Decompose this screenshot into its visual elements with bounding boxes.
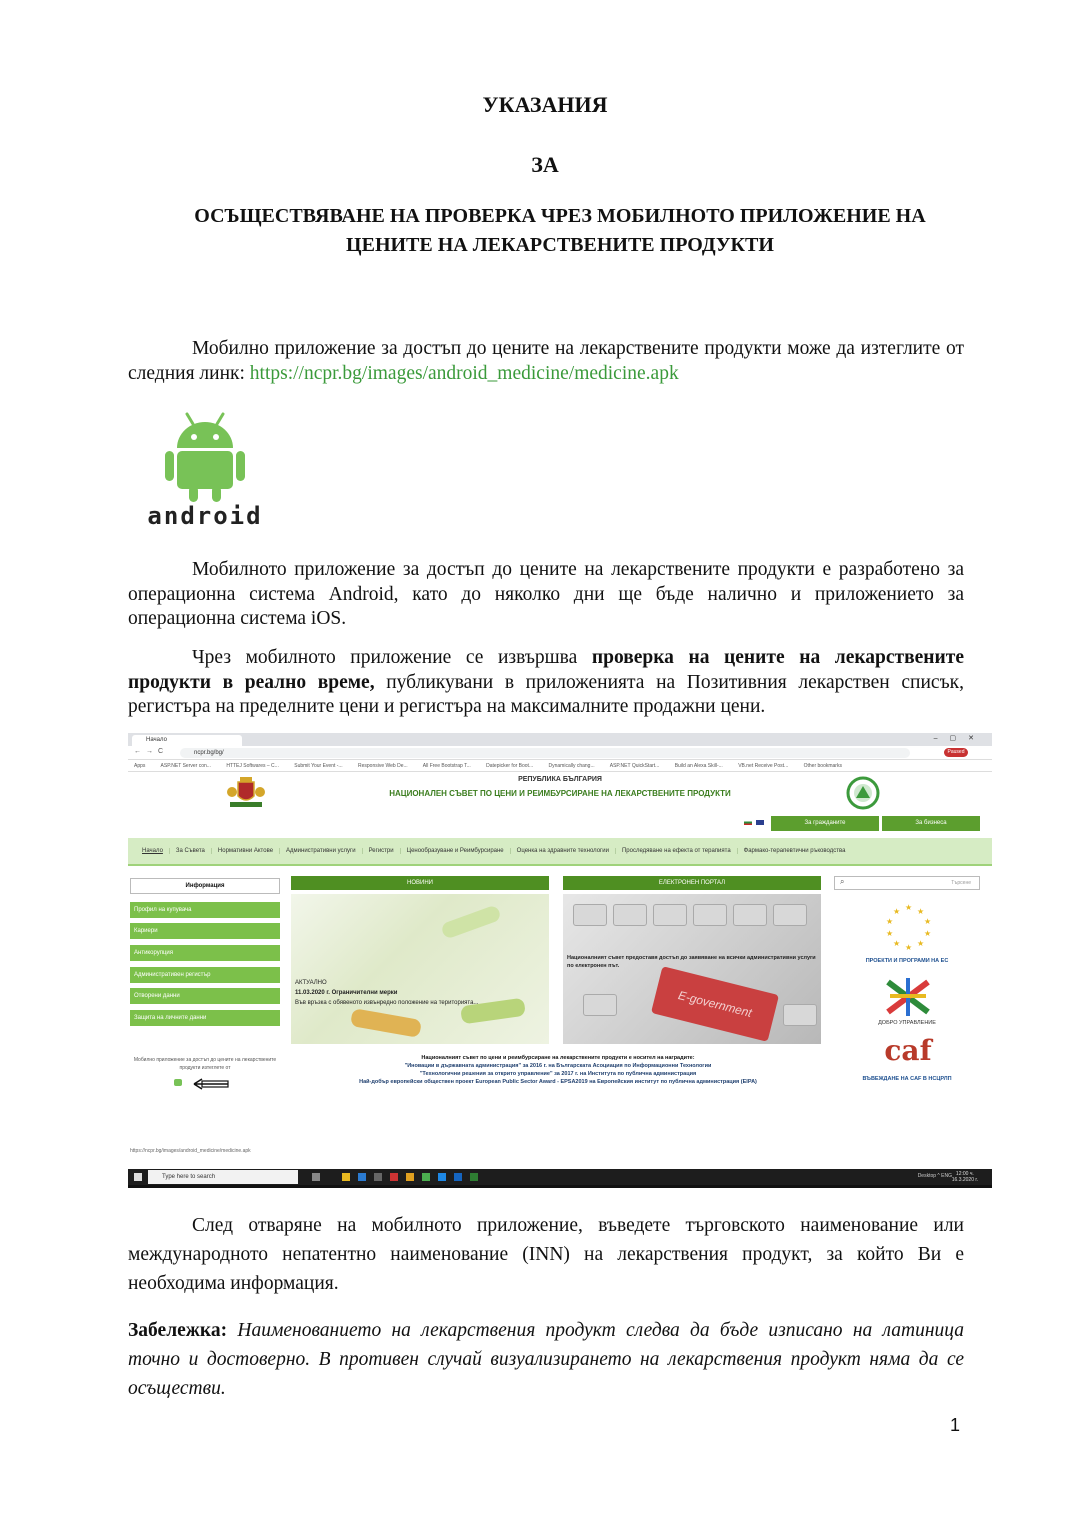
android-wordmark: android bbox=[147, 502, 263, 528]
taskbar-clock[interactable] bbox=[952, 1171, 978, 1183]
svg-text:★: ★ bbox=[905, 903, 913, 912]
bulgarian-flag-icon[interactable] bbox=[744, 820, 752, 825]
clock-time: 12:00 ч. bbox=[955, 1171, 974, 1177]
bookmark-item[interactable]: VB.net Receive Post... bbox=[738, 763, 789, 769]
sidebar-item[interactable]: Отворени данни bbox=[130, 988, 280, 1004]
bookmark-item[interactable]: ASP.NET QuickStart... bbox=[609, 763, 660, 769]
for-business-button[interactable]: За бизнеса bbox=[882, 816, 980, 831]
eu-projects-caption[interactable]: ПРОЕКТИ И ПРОГРАМИ НА ЕС bbox=[865, 958, 949, 964]
menu-item[interactable]: Административни услуги bbox=[280, 848, 363, 854]
svg-text:★: ★ bbox=[917, 939, 925, 948]
intro-paragraph bbox=[128, 337, 964, 386]
taskbar-search-input[interactable]: Type here to search bbox=[148, 1170, 298, 1184]
bookmark-item[interactable]: Datepicker for Boot... bbox=[486, 763, 534, 769]
website-screenshot bbox=[128, 733, 992, 1188]
pill-shape bbox=[350, 1008, 422, 1038]
android-robot-icon bbox=[165, 414, 245, 502]
browser-address-bar bbox=[128, 746, 992, 760]
award-item: Най-добър европейски обществен проект European Public Sector Award - EPSA2019 на Европейския институт по публична администрация (EIPA) bbox=[359, 1079, 757, 1085]
android-logo bbox=[140, 408, 270, 528]
bookmarks-bar bbox=[128, 760, 992, 772]
bookmark-item[interactable]: HTTEJ Softwares – C... bbox=[226, 763, 279, 769]
note-text: Наименованието на лекарствения продукт следва да бъде изписано на латиница точно и достоверно. В противен случай визуализирането на лекарствения продукт няма да се осъществи. bbox=[128, 1320, 964, 1399]
news-banner[interactable] bbox=[291, 894, 549, 1044]
award-item: "Иновации в държавната администрация" за 2016 г. на Българската Асоциация по Информационни Технологии bbox=[404, 1063, 712, 1069]
app-icon[interactable] bbox=[374, 1173, 382, 1181]
paragraph-android-ios: Мобилното приложение за достъп до цените на лекарствените продукти е разработено за операционна система Android, като до няколко дни ще бъде налично и приложението за операционна система iOS. bbox=[128, 559, 964, 629]
document-subtitle bbox=[130, 202, 990, 260]
apk-download-link[interactable]: https://ncpr.bg/images/android_medicine/medicine.apk bbox=[249, 362, 679, 384]
news-heading[interactable]: НОВИНИ bbox=[291, 876, 549, 890]
sidebar-item[interactable]: Антикорупция bbox=[130, 945, 280, 961]
e-portal-heading[interactable]: ЕЛЕКТРОНЕН ПОРТАЛ bbox=[563, 876, 821, 890]
news-desc: Във връзка с обявеното извънредно положение на територията... bbox=[295, 1000, 479, 1006]
intro-text: Мобилно приложение за достъп до цените на лекарствените продукти може да изтеглите от следния линк: bbox=[128, 338, 964, 384]
bookmark-item[interactable]: All Free Bootstrap T... bbox=[422, 763, 471, 769]
award-item: "Технологични решения за открито управление" за 2017 г. на Института по публична администрация bbox=[419, 1071, 697, 1077]
bookmark-item[interactable]: Dynamically chang... bbox=[548, 763, 595, 769]
good-governance-caption: ДОБРО УПРАВЛЕНИЕ bbox=[878, 1020, 936, 1026]
document-title: УКАЗАНИЯ bbox=[482, 92, 608, 117]
menu-item[interactable]: Оценка на здравните технологии bbox=[511, 848, 616, 854]
bookmark-item[interactable]: ASP.NET Server con... bbox=[160, 763, 211, 769]
caf-caption[interactable]: ВЪВЕЖДАНЕ НА CAF В НСЦРЛП bbox=[862, 1076, 952, 1082]
menu-item-home[interactable]: Начало bbox=[136, 848, 170, 854]
news-tag: АКТУАЛНО bbox=[295, 980, 327, 986]
caf-logo-icon[interactable]: caf bbox=[884, 1034, 932, 1067]
word-icon[interactable] bbox=[454, 1173, 462, 1181]
pill-shape bbox=[440, 904, 502, 940]
profile-paused-badge[interactable]: Paused bbox=[944, 748, 968, 757]
paragraph-search-instructions: След отваряне на мобилното приложение, въведете търговското наименование или международното непатентно наименование (INN) на лекарствения продукт, за който Ви е необходима информация. bbox=[128, 1215, 964, 1294]
keyboard-key bbox=[613, 904, 647, 926]
window-controls: –▢✕ bbox=[933, 735, 986, 742]
eu-stars-icon[interactable] bbox=[880, 902, 936, 952]
para3-prefix: Чрез мобилното приложение се извършва bbox=[192, 647, 592, 668]
svg-text:★: ★ bbox=[924, 917, 932, 926]
file-explorer-icon[interactable] bbox=[342, 1173, 350, 1181]
svg-text:★: ★ bbox=[905, 943, 913, 952]
keyboard-key bbox=[773, 904, 807, 926]
task-view-icon[interactable] bbox=[312, 1173, 320, 1181]
menu-item[interactable]: Ценообразуване и Реимбурсиране bbox=[401, 848, 511, 854]
keyboard-key bbox=[573, 904, 607, 926]
council-name: НАЦИОНАЛЕН СЪВЕТ ПО ЦЕНИ И РЕИМБУРСИРАНЕ НА ЛЕКАРСТВЕНИТЕ ПРОДУКТИ bbox=[389, 789, 731, 798]
status-bar-url: https://ncpr.bg/images/android_medicine/medicine.apk bbox=[130, 1148, 251, 1154]
main-menu bbox=[128, 838, 992, 866]
menu-item[interactable]: Нормативни Актове bbox=[212, 848, 280, 854]
page-number: 1 bbox=[950, 1415, 961, 1435]
news-text bbox=[295, 978, 478, 1008]
app-icon[interactable] bbox=[390, 1173, 398, 1181]
sidebar-item[interactable]: Кариери bbox=[130, 923, 280, 939]
for-citizens-button[interactable]: За гражданите bbox=[771, 816, 879, 831]
nav-arrows-icon[interactable]: ←→C bbox=[134, 748, 169, 755]
svg-text:★: ★ bbox=[893, 939, 901, 948]
sidebar-item[interactable]: Профил на купувача bbox=[130, 902, 280, 918]
keyboard-key bbox=[693, 904, 727, 926]
language-row bbox=[128, 814, 992, 832]
info-heading: Информация bbox=[130, 878, 280, 894]
paragraph-real-time-check bbox=[128, 646, 964, 720]
note-paragraph bbox=[128, 1316, 964, 1403]
url-field[interactable]: ncpr.bg/bg/ bbox=[180, 748, 910, 758]
menu-item[interactable]: Регистри bbox=[363, 848, 401, 854]
svg-text:★: ★ bbox=[886, 929, 894, 938]
mobile-app-note bbox=[130, 1056, 280, 1095]
site-header bbox=[128, 772, 992, 814]
edge-icon[interactable] bbox=[358, 1173, 366, 1181]
good-governance-logo-icon[interactable] bbox=[880, 976, 936, 1018]
document-title-za: ЗА bbox=[531, 152, 559, 177]
search-icon: ⌕ bbox=[840, 877, 845, 886]
subtitle-line-1: ОСЪЩЕСТВЯВАНЕ НА ПРОВЕРКА ЧРЕЗ МОБИЛНОТО ПРИЛОЖЕНИЕ НА bbox=[194, 205, 926, 227]
para3-suffix: публикувани в приложенията на Позитивния лекарствен списък, регистъра на пределните цени и регистъра на максималните продажни цени. bbox=[128, 671, 965, 717]
sidebar-item[interactable]: Административен регистър bbox=[130, 967, 280, 983]
ncpr-logo-icon[interactable] bbox=[844, 776, 882, 810]
awards-intro: Националният съвет по цени и реимбурсиране на лекарствените продукти е носител на наградите: bbox=[421, 1055, 695, 1061]
sidebar-item[interactable]: Защита на личните данни bbox=[130, 1010, 280, 1026]
republic-label: РЕПУБЛИКА БЪЛГАРИЯ bbox=[518, 776, 602, 783]
site-search-input[interactable]: Търсене bbox=[834, 876, 980, 890]
awards-block bbox=[288, 1054, 828, 1086]
browser-tab[interactable]: Начало bbox=[132, 735, 242, 746]
e-portal-banner[interactable] bbox=[563, 894, 821, 1044]
bookmark-item[interactable]: Build an Alexa Skill-... bbox=[674, 763, 723, 769]
site-content bbox=[128, 866, 992, 1156]
note-label: Забележка: bbox=[128, 1320, 228, 1341]
app-icon[interactable] bbox=[406, 1173, 414, 1181]
svg-text:★: ★ bbox=[917, 907, 925, 916]
english-flag-icon[interactable] bbox=[756, 820, 764, 825]
bookmark-item[interactable]: Submit Your Event -... bbox=[294, 763, 343, 769]
chrome-icon[interactable] bbox=[422, 1173, 430, 1181]
clock-date: 16.3.2020 г. bbox=[951, 1177, 978, 1183]
bookmark-item[interactable]: Apps bbox=[134, 763, 146, 769]
windows-start-icon[interactable] bbox=[134, 1173, 142, 1181]
keyboard-key bbox=[783, 1004, 817, 1026]
windows-taskbar bbox=[128, 1169, 992, 1185]
svg-text:★: ★ bbox=[893, 907, 901, 916]
mobile-app-note-text: Мобилно приложение за достъп до цените на лекарствените продукти изтеглете от bbox=[133, 1057, 277, 1071]
bookmark-item[interactable]: Responsive Web De... bbox=[357, 763, 408, 769]
svg-text:★: ★ bbox=[886, 917, 894, 926]
app-icon[interactable] bbox=[438, 1173, 446, 1181]
menu-item[interactable]: Фармако-терапевтични ръководства bbox=[743, 848, 846, 854]
svg-text:★: ★ bbox=[924, 929, 932, 938]
news-date[interactable]: 11.03.2020 г. Ограничителни мерки bbox=[295, 990, 398, 996]
para3-bold: проверка на цените на лекарствените продукти в реално време, bbox=[128, 647, 965, 693]
excel-icon[interactable] bbox=[470, 1173, 478, 1181]
keyboard-key bbox=[583, 994, 617, 1016]
menu-item[interactable]: Проследяване на ефекта от терапията bbox=[616, 848, 738, 854]
browser-tabbar bbox=[128, 733, 992, 746]
android-download-arrow-icon[interactable] bbox=[170, 1076, 240, 1092]
other-bookmarks[interactable]: Other bookmarks bbox=[803, 763, 842, 769]
e-portal-text: Националният съвет предоставя достъп до заявяване на всички административни услуги по електронен път. bbox=[567, 955, 816, 969]
subtitle-line-2: ЦЕНИТЕ НА ЛЕКАРСТВЕНИТЕ ПРОДУКТИ bbox=[346, 234, 774, 256]
menu-item[interactable]: За Съвета bbox=[170, 848, 212, 854]
system-tray[interactable]: Desktop ^ ENG bbox=[917, 1173, 952, 1179]
keyboard-key bbox=[733, 904, 767, 926]
e-government-key: E-government bbox=[651, 966, 779, 1042]
keyboard-key bbox=[653, 904, 687, 926]
